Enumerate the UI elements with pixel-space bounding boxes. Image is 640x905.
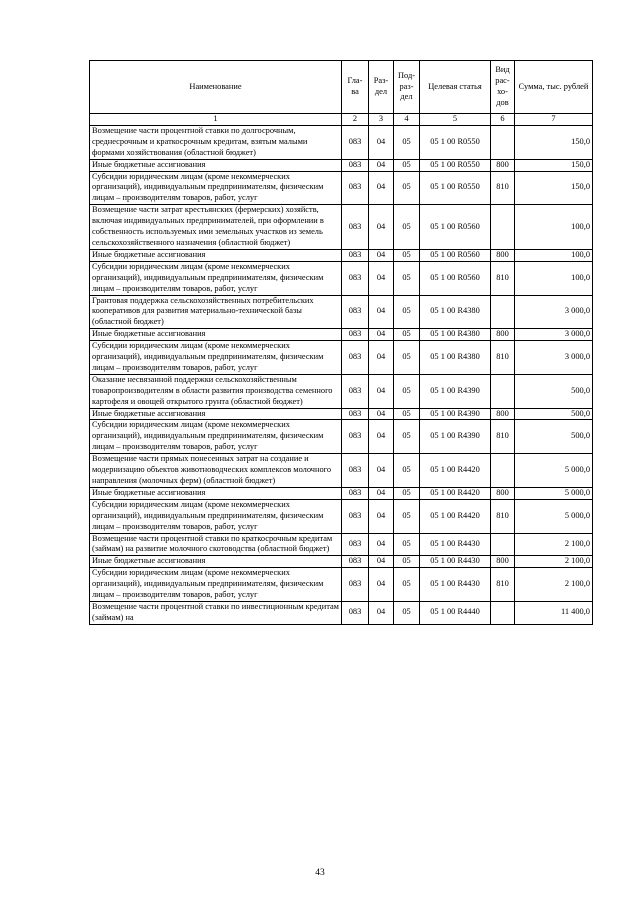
cell-summa: 5 000,0 <box>515 487 593 499</box>
cell-glava: 083 <box>342 329 369 341</box>
cell-vid-rashodov: 810 <box>491 341 515 375</box>
cell-razdel: 04 <box>369 171 394 205</box>
table-row <box>90 408 593 420</box>
cell-glava: 083 <box>342 341 369 375</box>
cell-summa: 11 400,0 <box>515 601 593 624</box>
cell-celevaya-statya: 05 1 00 R4390 <box>420 374 491 408</box>
cell-vid-rashodov: 810 <box>491 499 515 533</box>
cell-vid-rashodov <box>491 533 515 556</box>
cell-razdel: 04 <box>369 329 394 341</box>
column-number: 7 <box>515 114 593 126</box>
cell-name: Возмещение части затрат крестьянских (фермерских) хозяйств, включая индивидуальных предпринимателей, при оформлении в собственность используемых ими земельных участков из земель сельскохозяйственного назначения (областной бюджет) <box>90 205 342 250</box>
cell-podrazdel: 05 <box>394 171 420 205</box>
cell-name: Возмещение части процентной ставки по долгосрочным, среднесрочным и краткосрочным кредитам, взятым малыми формами хозяйствования (областной бюджет) <box>90 125 342 159</box>
cell-name: Оказание несвязанной поддержки сельскохозяйственным товаропроизводителям в области развития производства семенного картофеля и овощей открытого грунта (областной бюджет) <box>90 374 342 408</box>
cell-celevaya-statya: 05 1 00 R4380 <box>420 295 491 329</box>
table-row <box>90 159 593 171</box>
cell-summa: 500,0 <box>515 420 593 454</box>
cell-name: Иные бюджетные ассигнования <box>90 329 342 341</box>
cell-glava: 083 <box>342 533 369 556</box>
cell-glava: 083 <box>342 261 369 295</box>
cell-name: Возмещение части прямых понесенных затрат на создание и модернизацию объектов животноводческих комплексов молочного направления (молочных ферм) (областной бюджет) <box>90 454 342 488</box>
table-row <box>90 374 593 408</box>
cell-glava: 083 <box>342 125 369 159</box>
cell-razdel: 04 <box>369 408 394 420</box>
page-number: 43 <box>315 868 325 878</box>
cell-podrazdel: 05 <box>394 295 420 329</box>
column-number: 5 <box>420 114 491 126</box>
cell-glava: 083 <box>342 454 369 488</box>
column-number: 6 <box>491 114 515 126</box>
table-row <box>90 556 593 568</box>
cell-podrazdel: 05 <box>394 420 420 454</box>
cell-podrazdel: 05 <box>394 601 420 624</box>
cell-glava: 083 <box>342 420 369 454</box>
cell-celevaya-statya: 05 1 00 R0550 <box>420 159 491 171</box>
cell-celevaya-statya: 05 1 00 R4430 <box>420 568 491 602</box>
cell-glava: 083 <box>342 159 369 171</box>
cell-vid-rashodov <box>491 295 515 329</box>
cell-podrazdel: 05 <box>394 205 420 250</box>
cell-podrazdel: 05 <box>394 454 420 488</box>
cell-name: Иные бюджетные ассигнования <box>90 556 342 568</box>
cell-vid-rashodov: 800 <box>491 329 515 341</box>
cell-podrazdel: 05 <box>394 261 420 295</box>
cell-celevaya-statya: 05 1 00 R4380 <box>420 329 491 341</box>
cell-vid-rashodov <box>491 205 515 250</box>
cell-celevaya-statya: 05 1 00 R4420 <box>420 499 491 533</box>
cell-summa: 150,0 <box>515 125 593 159</box>
cell-razdel: 04 <box>369 487 394 499</box>
cell-summa: 3 000,0 <box>515 295 593 329</box>
table-row <box>90 420 593 454</box>
table-row <box>90 329 593 341</box>
cell-summa: 500,0 <box>515 408 593 420</box>
cell-razdel: 04 <box>369 159 394 171</box>
cell-name: Иные бюджетные ассигнования <box>90 249 342 261</box>
cell-razdel: 04 <box>369 533 394 556</box>
cell-vid-rashodov: 810 <box>491 261 515 295</box>
cell-name: Субсидии юридическим лицам (кроме некоммерческих организаций), индивидуальным предпринимателям, физическим лицам – производителям товаров, работ, услуг <box>90 568 342 602</box>
cell-vid-rashodov: 810 <box>491 171 515 205</box>
cell-celevaya-statya: 05 1 00 R0560 <box>420 205 491 250</box>
cell-podrazdel: 05 <box>394 125 420 159</box>
cell-celevaya-statya: 05 1 00 R4420 <box>420 454 491 488</box>
cell-razdel: 04 <box>369 568 394 602</box>
cell-podrazdel: 05 <box>394 556 420 568</box>
budget-table <box>89 60 593 625</box>
table-row <box>90 568 593 602</box>
cell-summa: 2 100,0 <box>515 568 593 602</box>
cell-podrazdel: 05 <box>394 159 420 171</box>
table-row <box>90 341 593 375</box>
table-header-row <box>90 61 593 114</box>
cell-glava: 083 <box>342 568 369 602</box>
cell-summa: 150,0 <box>515 159 593 171</box>
header-razdel: Раз-дел <box>369 61 394 114</box>
cell-summa: 3 000,0 <box>515 329 593 341</box>
cell-podrazdel: 05 <box>394 408 420 420</box>
cell-name: Субсидии юридическим лицам (кроме некоммерческих организаций), индивидуальным предпринимателям, физическим лицам – производителям товаров, работ, услуг <box>90 171 342 205</box>
cell-celevaya-statya: 05 1 00 R4440 <box>420 601 491 624</box>
cell-vid-rashodov: 800 <box>491 249 515 261</box>
header-vid-rashodov: Вид рас-хо-дов <box>491 61 515 114</box>
table-row <box>90 533 593 556</box>
column-number: 1 <box>90 114 342 126</box>
cell-vid-rashodov <box>491 454 515 488</box>
cell-glava: 083 <box>342 249 369 261</box>
cell-podrazdel: 05 <box>394 499 420 533</box>
cell-podrazdel: 05 <box>394 487 420 499</box>
cell-summa: 500,0 <box>515 374 593 408</box>
cell-celevaya-statya: 05 1 00 R4390 <box>420 420 491 454</box>
cell-vid-rashodov <box>491 601 515 624</box>
cell-celevaya-statya: 05 1 00 R4430 <box>420 556 491 568</box>
table-row <box>90 499 593 533</box>
cell-podrazdel: 05 <box>394 249 420 261</box>
cell-summa: 150,0 <box>515 171 593 205</box>
cell-razdel: 04 <box>369 261 394 295</box>
cell-celevaya-statya: 05 1 00 R4380 <box>420 341 491 375</box>
cell-name: Возмещение части процентной ставки по инвестиционным кредитам (займам) на <box>90 601 342 624</box>
cell-podrazdel: 05 <box>394 533 420 556</box>
cell-celevaya-statya: 05 1 00 R4390 <box>420 408 491 420</box>
cell-name: Возмещение части процентной ставки по краткосрочным кредитам (займам) на развитие молочного скотоводства (областной бюджет) <box>90 533 342 556</box>
cell-podrazdel: 05 <box>394 329 420 341</box>
cell-glava: 083 <box>342 205 369 250</box>
cell-razdel: 04 <box>369 556 394 568</box>
table-row <box>90 249 593 261</box>
cell-name: Субсидии юридическим лицам (кроме некоммерческих организаций), индивидуальным предпринимателям, физическим лицам – производителям товаров, работ, услуг <box>90 341 342 375</box>
cell-name: Субсидии юридическим лицам (кроме некоммерческих организаций), индивидуальным предпринимателям, физическим лицам – производителям товаров, работ, услуг <box>90 499 342 533</box>
cell-razdel: 04 <box>369 341 394 375</box>
cell-razdel: 04 <box>369 205 394 250</box>
header-summa: Сумма, тыс. рублей <box>515 61 593 114</box>
cell-glava: 083 <box>342 295 369 329</box>
cell-name: Иные бюджетные ассигнования <box>90 408 342 420</box>
cell-celevaya-statya: 05 1 00 R0550 <box>420 171 491 205</box>
cell-vid-rashodov: 800 <box>491 556 515 568</box>
cell-razdel: 04 <box>369 295 394 329</box>
cell-razdel: 04 <box>369 374 394 408</box>
column-number: 3 <box>369 114 394 126</box>
cell-glava: 083 <box>342 408 369 420</box>
header-name: Наименование <box>90 61 342 114</box>
cell-glava: 083 <box>342 171 369 205</box>
table-body <box>90 125 593 624</box>
cell-name: Иные бюджетные ассигнования <box>90 487 342 499</box>
cell-vid-rashodov: 800 <box>491 487 515 499</box>
table-column-numbers-row <box>90 114 593 126</box>
cell-celevaya-statya: 05 1 00 R0550 <box>420 125 491 159</box>
cell-celevaya-statya: 05 1 00 R0560 <box>420 249 491 261</box>
header-celevaya-statya: Целевая статья <box>420 61 491 114</box>
cell-glava: 083 <box>342 499 369 533</box>
cell-glava: 083 <box>342 487 369 499</box>
cell-vid-rashodov <box>491 125 515 159</box>
cell-celevaya-statya: 05 1 00 R4420 <box>420 487 491 499</box>
cell-celevaya-statya: 05 1 00 R4430 <box>420 533 491 556</box>
table-row <box>90 454 593 488</box>
cell-name: Грантовая поддержка сельскохозяйственных потребительских кооперативов для развития материально-технической базы (областной бюджет) <box>90 295 342 329</box>
cell-vid-rashodov: 800 <box>491 159 515 171</box>
cell-summa: 100,0 <box>515 249 593 261</box>
cell-razdel: 04 <box>369 420 394 454</box>
column-number: 4 <box>394 114 420 126</box>
column-number: 2 <box>342 114 369 126</box>
cell-vid-rashodov: 810 <box>491 568 515 602</box>
cell-glava: 083 <box>342 556 369 568</box>
header-podrazdel: Под-раз-дел <box>394 61 420 114</box>
header-glava: Гла-ва <box>342 61 369 114</box>
cell-glava: 083 <box>342 374 369 408</box>
cell-name: Иные бюджетные ассигнования <box>90 159 342 171</box>
cell-name: Субсидии юридическим лицам (кроме некоммерческих организаций), индивидуальным предпринимателям, физическим лицам – производителям товаров, работ, услуг <box>90 420 342 454</box>
cell-podrazdel: 05 <box>394 341 420 375</box>
cell-glava: 083 <box>342 601 369 624</box>
cell-name: Субсидии юридическим лицам (кроме некоммерческих организаций), индивидуальным предпринимателям, физическим лицам – производителям товаров, работ, услуг <box>90 261 342 295</box>
cell-summa: 5 000,0 <box>515 499 593 533</box>
cell-celevaya-statya: 05 1 00 R0560 <box>420 261 491 295</box>
table-row <box>90 487 593 499</box>
table-row <box>90 295 593 329</box>
cell-razdel: 04 <box>369 499 394 533</box>
cell-razdel: 04 <box>369 249 394 261</box>
table-row <box>90 125 593 159</box>
table-row <box>90 261 593 295</box>
cell-vid-rashodov: 810 <box>491 420 515 454</box>
cell-summa: 2 100,0 <box>515 533 593 556</box>
cell-summa: 2 100,0 <box>515 556 593 568</box>
cell-vid-rashodov <box>491 374 515 408</box>
table-row <box>90 601 593 624</box>
cell-razdel: 04 <box>369 125 394 159</box>
table-row <box>90 205 593 250</box>
cell-summa: 5 000,0 <box>515 454 593 488</box>
cell-podrazdel: 05 <box>394 568 420 602</box>
cell-summa: 100,0 <box>515 261 593 295</box>
cell-summa: 3 000,0 <box>515 341 593 375</box>
table-row <box>90 171 593 205</box>
cell-podrazdel: 05 <box>394 374 420 408</box>
cell-razdel: 04 <box>369 601 394 624</box>
cell-summa: 100,0 <box>515 205 593 250</box>
cell-razdel: 04 <box>369 454 394 488</box>
cell-vid-rashodov: 800 <box>491 408 515 420</box>
